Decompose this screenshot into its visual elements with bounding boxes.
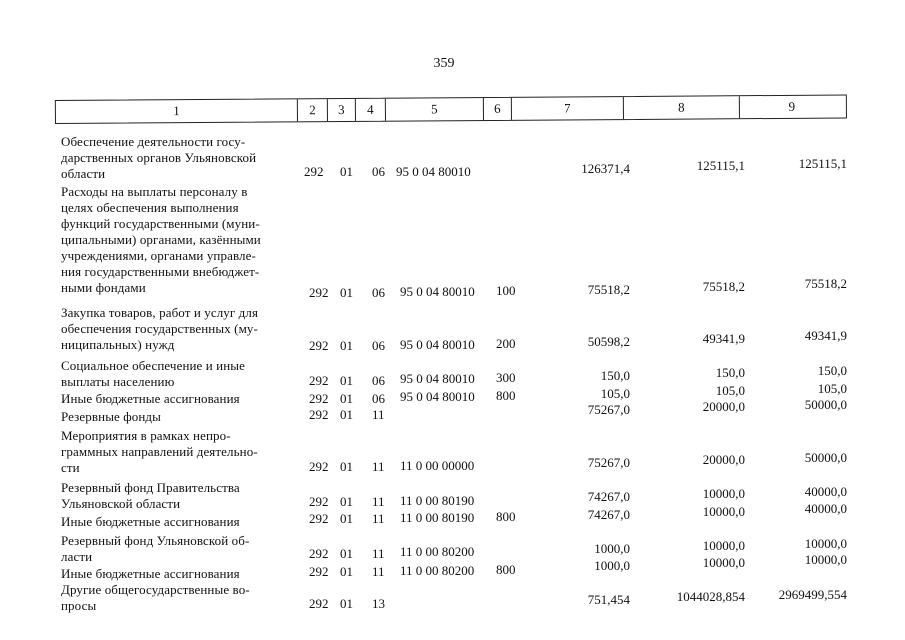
cell-amount-8: 10000,0 (702, 538, 745, 553)
cell-amount-7: 150,0 (600, 368, 630, 383)
cell-amount-7: 50598,2 (587, 334, 630, 349)
cell-rz: 01 (340, 511, 353, 526)
header-col-2: 2 (298, 99, 328, 121)
cell-vr: 800 (496, 562, 516, 577)
header-col-9: 9 (788, 98, 796, 114)
cell-amount-9: 49341,9 (804, 328, 847, 343)
cell-ved: 292 (304, 164, 324, 179)
cell-amount-9: 50000,0 (804, 450, 847, 465)
cell-ved: 292 (309, 459, 329, 474)
cell-amount-7: 105,0 (600, 386, 630, 401)
cell-amount-7: 75267,0 (587, 455, 630, 470)
cell-amount-9: 40000,0 (804, 484, 847, 499)
cell-amount-8: 10000,0 (702, 486, 745, 501)
cell-amount-9: 75518,2 (804, 276, 847, 291)
cell-ved: 292 (309, 511, 329, 526)
row-name: Резервные фонды (61, 409, 161, 424)
cell-amount-8: 1044028,854 (676, 589, 745, 604)
cell-rz: 01 (340, 596, 353, 611)
cell-pr: 13 (372, 596, 385, 611)
header-col-5: 5 (386, 98, 484, 121)
cell-csr: 95 0 04 80010 (400, 337, 475, 352)
row-name: Социальное обеспечение и иные выплаты населению (61, 358, 245, 389)
cell-amount-8: 20000,0 (702, 399, 745, 414)
cell-rz: 01 (340, 391, 353, 406)
cell-csr: 11 0 00 80190 (400, 510, 475, 525)
header-col-8: 8 (624, 96, 740, 119)
cell-ved: 292 (309, 564, 329, 579)
cell-amount-7: 74267,0 (587, 489, 630, 504)
cell-ved: 292 (309, 338, 329, 353)
cell-amount-9: 105,0 (817, 381, 847, 396)
cell-amount-9: 10000,0 (804, 536, 847, 551)
cell-csr: 11 0 00 80190 (400, 493, 475, 508)
cell-amount-7: 126371,4 (581, 161, 630, 176)
cell-amount-7: 1000,0 (594, 558, 630, 573)
cell-pr: 11 (372, 459, 385, 474)
cell-pr: 11 (372, 511, 385, 526)
header-col-3: 3 (328, 99, 356, 121)
cell-csr: 95 0 04 80010 (396, 164, 471, 179)
cell-amount-8: 10000,0 (702, 504, 745, 519)
cell-csr: 11 0 00 00000 (400, 458, 475, 473)
row-name: Иные бюджетные ассигнования (61, 514, 240, 529)
cell-csr: 11 0 00 80200 (400, 563, 475, 578)
cell-pr: 11 (372, 546, 385, 561)
cell-pr: 11 (372, 494, 385, 509)
cell-amount-7: 75518,2 (587, 282, 630, 297)
cell-amount-8: 105,0 (715, 383, 745, 398)
cell-csr: 11 0 00 80200 (400, 544, 475, 559)
cell-amount-8: 125115,1 (696, 158, 745, 173)
cell-rz: 01 (340, 285, 353, 300)
cell-rz: 01 (340, 164, 353, 179)
cell-amount-9: 10000,0 (804, 552, 847, 567)
cell-rz: 01 (340, 564, 353, 579)
cell-amount-8: 20000,0 (702, 452, 745, 467)
cell-csr: 95 0 04 80010 (400, 371, 475, 386)
cell-pr: 06 (372, 164, 385, 179)
cell-ved: 292 (309, 373, 329, 388)
cell-ved: 292 (309, 285, 329, 300)
row-name: Обеспечение деятельности госу- дарственных органов Ульяновской области (61, 134, 257, 181)
cell-vr: 800 (496, 388, 516, 403)
cell-vr: 300 (496, 370, 516, 385)
row-name: Иные бюджетные ассигнования (61, 391, 240, 406)
cell-vr: 800 (496, 509, 516, 524)
cell-pr: 06 (372, 338, 385, 353)
cell-csr: 95 0 04 80010 (400, 389, 475, 404)
cell-rz: 01 (340, 546, 353, 561)
cell-amount-7: 1000,0 (594, 541, 630, 556)
row-name: Мероприятия в рамках непро- граммных направлений деятельно- сти (61, 428, 258, 475)
cell-ved: 292 (309, 596, 329, 611)
header-col-6: 6 (484, 98, 512, 120)
cell-pr: 11 (372, 564, 385, 579)
header-col-4: 4 (356, 99, 386, 121)
cell-rz: 01 (340, 494, 353, 509)
cell-amount-8: 75518,2 (702, 279, 745, 294)
row-name: Закупка товаров, работ и услуг для обеспечения государственных (му- ниципальных) нужд (61, 305, 259, 352)
cell-amount-9: 150,0 (817, 363, 847, 378)
cell-amount-9: 125115,1 (798, 156, 847, 171)
cell-ved: 292 (309, 391, 329, 406)
cell-rz: 01 (340, 459, 353, 474)
cell-pr: 11 (372, 407, 385, 422)
cell-pr: 06 (372, 285, 385, 300)
cell-amount-9: 40000,0 (804, 501, 847, 516)
cell-vr: 100 (496, 283, 516, 298)
cell-vr: 200 (496, 336, 516, 351)
cell-amount-7: 75267,0 (587, 402, 630, 417)
cell-amount-8: 10000,0 (702, 555, 745, 570)
row-name: Иные бюджетные ассигнования (61, 566, 240, 581)
row-name: Резервный фонд Ульяновской об- ласти (61, 533, 250, 564)
row-name: Расходы на выплаты персоналу в целях обеспечения выполнения функций государственными (муни- ципальными) органами, казёнными учреждениями, органами управле- ния государственными внебюджет- ными фондами (61, 184, 261, 295)
cell-amount-8: 150,0 (715, 365, 745, 380)
cell-rz: 01 (340, 373, 353, 388)
cell-csr: 95 0 04 80010 (400, 284, 475, 299)
header-col-1: 1 (56, 99, 298, 123)
cell-amount-7: 74267,0 (587, 507, 630, 522)
cell-ved: 292 (309, 494, 329, 509)
cell-ved: 292 (309, 546, 329, 561)
cell-pr: 06 (372, 373, 385, 388)
cell-amount-9: 50000,0 (804, 397, 847, 412)
row-name: Резервный фонд Правительства Ульяновской области (61, 480, 240, 511)
cell-rz: 01 (340, 338, 353, 353)
cell-ved: 292 (309, 407, 329, 422)
cell-amount-7: 751,454 (587, 592, 630, 607)
cell-amount-8: 49341,9 (702, 331, 745, 346)
cell-pr: 06 (372, 391, 385, 406)
header-col-7: 7 (512, 97, 624, 120)
cell-rz: 01 (340, 407, 353, 422)
cell-amount-9: 2969499,554 (778, 587, 847, 602)
page-number: 359 (433, 56, 455, 71)
row-name: Другие общегосударственные во- просы (61, 582, 250, 613)
